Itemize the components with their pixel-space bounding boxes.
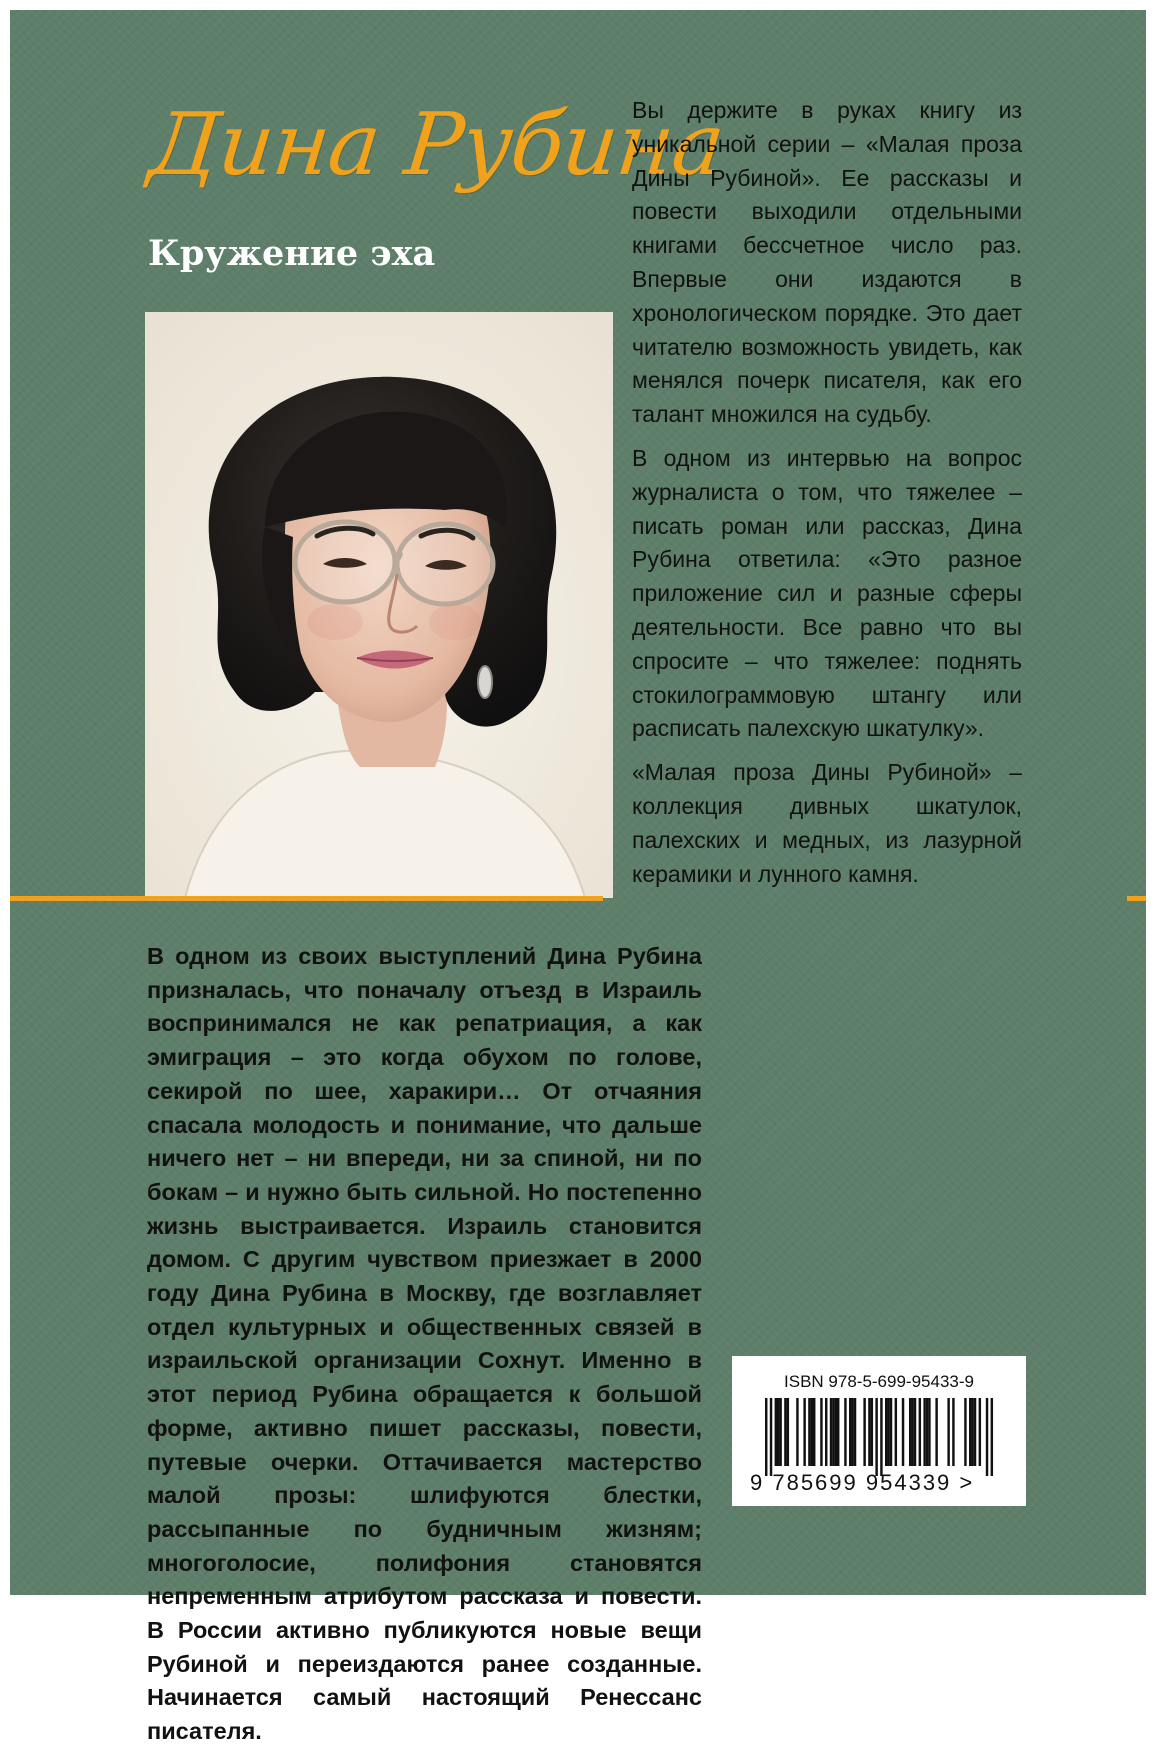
- barcode-bar: [808, 1398, 810, 1466]
- barcode-bar: [844, 1398, 846, 1466]
- barcode-bar: [825, 1398, 827, 1466]
- author-name: Дина Рубина: [144, 95, 729, 195]
- blurb-paragraph: В одном из интервью на вопрос журналиста о том, что тяжелее – писать роман или рассказ, Дина Рубина ответила: «Это разное приложение сил и разные сферы деятельности. Все равно что вы спросите – что тяжелее: поднять стокилограммовую штангу или расписать палехскую шкатулку».: [632, 444, 1022, 742]
- barcode-bar: [803, 1398, 805, 1466]
- blurb-paragraph: Вы держите в руках книгу из уникальной серии – «Малая проза Дины Рубиной». Ее рассказы и повести выходили отдельными книгами бессчетное число раз. Впервые они издаются в хронологическом порядке. Это дает читателю возможность увидеть, как менялся почерк писателя, как его талант множился на судьбу.: [632, 97, 1022, 428]
- barcode-bar: [885, 1398, 887, 1466]
- barcode-bar: [964, 1398, 966, 1466]
- barcode-digits: 9 785699 954339 >: [750, 1470, 975, 1495]
- barcode-bar: [947, 1398, 949, 1466]
- barcode-bar: [784, 1398, 786, 1466]
- barcode-bar: [909, 1398, 911, 1466]
- barcode-bar: [979, 1398, 981, 1466]
- barcode-bar: [837, 1398, 839, 1466]
- barcode-bar: [779, 1398, 781, 1466]
- barcode-bar: [813, 1398, 815, 1466]
- book-title: Кружение эха: [148, 233, 436, 274]
- barcode-bar: [775, 1398, 777, 1466]
- barcode-bar: [880, 1398, 882, 1476]
- barcode-bar: [952, 1398, 954, 1466]
- author-bio: В одном из своих выступлений Дина Рубина призналась, что поначалу отъезд в Израиль воспринимался не как репатриация, а как эмиграция – это когда обухом по голове, секирой по шее, харакири… От отчаяния спасала молодость и понимание, что дальше ничего нет – ни впереди, ни за спиной, ни по бокам – и нужно быть сильной. Но постепенно жизнь выстраивается. Израиль становится домом. С другим чувством приезжает в 2000 году Дина Рубина в Москву, где возглавляет отдел культурных и общественных связей в израильской организации Сохнут. Именно в этот период Рубина обращается к большой форме, активно пишет рассказы, повести, путевые очерки. Оттачивается мастерство малой прозы: шлифуются блестки, рассыпанные по будничным жизням; многоголосие, полифония становятся непременным атрибутом рассказа и повести. В России активно публикуются новые вещи Рубиной и переиздаются ранее созданные. Начинается самый настоящий Ренессанс писателя.: [147, 943, 702, 1745]
- barcode-bar: [887, 1398, 889, 1466]
- barcode-bar: [787, 1398, 789, 1466]
- barcode-box: [732, 1356, 1026, 1506]
- accent-divider-right: [1127, 896, 1146, 901]
- isbn-label: ISBN 978-5-699-95433-9: [784, 1372, 974, 1391]
- barcode-bar: [868, 1398, 870, 1466]
- barcode-bar: [902, 1398, 904, 1466]
- barcode-bar: [849, 1398, 851, 1466]
- barcode-bar: [928, 1398, 930, 1466]
- barcode-bar: [777, 1398, 779, 1466]
- barcode-bar: [811, 1398, 813, 1466]
- author-portrait: [145, 312, 613, 898]
- barcode-bar: [895, 1398, 897, 1466]
- barcode-bar: [926, 1398, 928, 1466]
- accent-divider-left: [10, 896, 603, 901]
- barcode-bar: [911, 1398, 913, 1466]
- barcode-bar: [765, 1398, 767, 1476]
- barcode-bar: [854, 1398, 856, 1466]
- barcode-bar: [971, 1398, 973, 1466]
- barcode-bar: [923, 1398, 925, 1466]
- barcode-bar: [914, 1398, 916, 1466]
- barcode-icon: [765, 1398, 993, 1476]
- barcode-bar: [969, 1398, 971, 1466]
- barcode-bar: [832, 1398, 834, 1466]
- barcode-bar: [796, 1398, 798, 1466]
- barcode-bar: [820, 1398, 822, 1466]
- blurb-text: [632, 94, 1022, 901]
- barcode-bar: [890, 1398, 892, 1466]
- barcode-bar: [851, 1398, 853, 1466]
- barcode-bar: [974, 1398, 976, 1466]
- barcode-bar: [875, 1398, 877, 1476]
- barcode-bar: [935, 1398, 937, 1466]
- barcode-bar: [919, 1398, 921, 1466]
- barcode-bar: [863, 1398, 865, 1466]
- barcode-bar: [986, 1398, 988, 1476]
- book-back-cover: [10, 10, 1146, 1745]
- barcode-bar: [871, 1398, 873, 1466]
- barcode-bar: [991, 1398, 993, 1476]
- blurb-paragraph: «Малая проза Дины Рубиной» – коллекция дивных шкатулок, палехских и медных, из лазурной керамики и лунного камня.: [632, 759, 1022, 887]
- barcode-bar: [770, 1398, 772, 1476]
- barcode-bar: [835, 1398, 837, 1466]
- barcode-bar: [830, 1398, 832, 1466]
